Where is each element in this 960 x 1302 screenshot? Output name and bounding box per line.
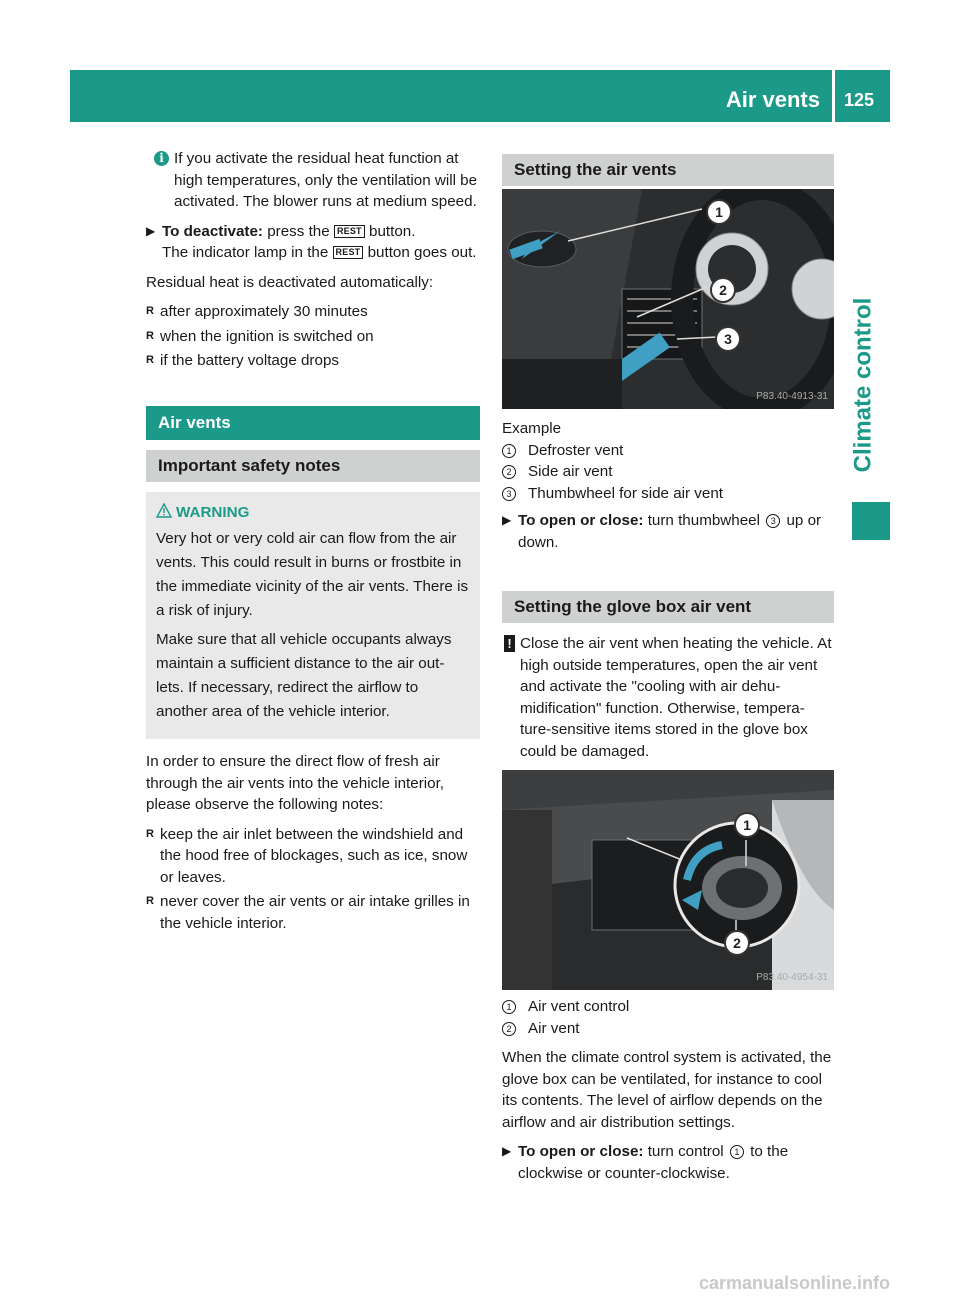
open-close-pre: turn control	[647, 1143, 724, 1160]
legend-text: Air vent	[528, 1019, 580, 1037]
inline-number: 3	[766, 514, 780, 528]
info-icon: i	[154, 151, 169, 166]
open-close-step-1	[502, 510, 834, 553]
glovebox-illustration	[502, 770, 834, 990]
notice-text: Close the air vent when heating the vehicle. At high outside temperatures, open the air vent and activate the "cooling with air dehu-midification" function. Otherwise, tempera-ture-sensitive items stored in the glove box could be damaged.	[520, 635, 832, 760]
open-close-pre: turn thumbwheel	[647, 512, 760, 529]
legend-list	[502, 996, 834, 1039]
section-heading-setting-vents: Setting the air vents	[502, 154, 834, 186]
warning-p2: Make sure that all vehicle occupants always maintain a sufficient distance to the air out-lets. If necessary, redirect the airflow to another area of the vehicle interior.	[156, 631, 452, 720]
legend-number: 1	[502, 444, 516, 458]
notice-icon: !	[504, 635, 515, 652]
glovebox-text: When the climate control system is activated, the glove box can be ventilated, for instance to cool its contents. The level of airflow depends on the airflow and air distribution settings.	[502, 1049, 832, 1131]
left-column	[146, 148, 480, 942]
notice	[502, 633, 834, 762]
list-item-text: R never cover the air vents or air intake grilles in the vehicle interior.	[160, 893, 470, 932]
legend-text: Air vent control	[528, 998, 630, 1015]
legend-list	[502, 440, 834, 505]
legend-number: 3	[502, 487, 516, 501]
list-item	[146, 891, 480, 934]
callout-2: 2	[710, 277, 736, 303]
info-note	[146, 148, 480, 213]
warning-p1: Very hot or very cold air can flow from the air vents. This could result in burns or frostbite in the immediate vicinity of the air vents. There is a risk of injury.	[156, 530, 469, 619]
legend-text: Thumbwheel for side air vent	[528, 484, 723, 502]
legend-item	[502, 483, 834, 505]
rest-button-icon: REST	[333, 246, 364, 259]
chapter-tab-marker	[852, 502, 890, 540]
photo-code: P83.40-4913-31	[756, 390, 828, 402]
list-item-text: R if the battery voltage drops	[160, 352, 339, 369]
callout-1: 1	[734, 812, 760, 838]
open-close-label: To open or close:	[518, 512, 644, 529]
deactivate-label: To deactivate:	[162, 222, 263, 240]
photo-code: P83.40-4954-31	[756, 971, 828, 983]
list-item	[146, 824, 480, 889]
glovebox-vent-photo	[502, 770, 834, 990]
warning-icon	[156, 503, 172, 518]
action-arrow-icon: ▶	[146, 223, 156, 238]
indicator-post: button goes out.	[367, 244, 477, 261]
legend-text: Side air vent	[528, 463, 613, 480]
legend-number: 1	[502, 1000, 516, 1014]
page-number: 125	[844, 90, 875, 110]
deactivate-step	[146, 221, 480, 264]
header-divider	[832, 70, 835, 122]
list-item-text: R keep the air inlet between the windshield and the hood free of blockages, such as ice, snow or leaves.	[160, 826, 467, 886]
callout-3: 3	[715, 326, 741, 352]
right-column	[502, 154, 834, 1192]
header-bar	[70, 70, 890, 122]
section-heading-glovebox: Setting the glove box air vent	[502, 591, 834, 623]
callout-2: 2	[724, 930, 750, 956]
page-title: Air vents	[725, 87, 820, 112]
fresh-air-list	[146, 824, 480, 935]
open-close-text-1	[518, 510, 834, 553]
info-text: If you activate the residual heat function at high temperatures, only the ventilation will be activated. The blower runs at medium speed.	[174, 150, 478, 210]
legend-text: Defroster vent	[528, 441, 624, 459]
warning-title-text: WARNING	[176, 503, 250, 521]
legend-number: 2	[502, 1022, 516, 1036]
legend-number: 2	[502, 465, 516, 479]
indicator-pre: The indicator lamp in the	[162, 244, 329, 261]
rest-button-icon: REST	[334, 225, 365, 238]
deactivate-text	[162, 221, 480, 264]
dashboard-illustration	[502, 189, 834, 409]
chapter-tab-label: Climate control	[849, 297, 877, 473]
legend-item	[502, 461, 834, 483]
callout-1: 1	[706, 199, 732, 225]
action-arrow-icon: ▶	[502, 1144, 512, 1158]
legend-item	[502, 996, 834, 1018]
legend-item	[502, 1018, 834, 1040]
dashboard-vent-photo	[502, 189, 834, 409]
deactivate-pre: press the	[267, 222, 330, 240]
section-heading-air-vents: Air vents	[146, 406, 480, 440]
deactivate-post: button.	[369, 222, 416, 240]
warning-title	[156, 502, 470, 524]
action-arrow-icon: ▶	[502, 513, 512, 527]
open-close-post: to the clockwise or counter-clockwise.	[518, 1143, 789, 1182]
list-item-text: R when the ignition is switched on	[160, 328, 374, 345]
list-item	[146, 350, 480, 372]
chapter-tab	[843, 290, 883, 480]
inline-number: 1	[730, 1145, 744, 1159]
open-close-step-2	[502, 1141, 834, 1184]
residual-list	[146, 301, 480, 372]
warning-box	[146, 492, 480, 740]
open-close-text-2	[518, 1141, 834, 1184]
legend-item	[502, 440, 834, 462]
list-item	[146, 326, 480, 348]
open-close-post: up or down.	[518, 512, 822, 551]
watermark: carmanualsonline.info	[698, 1272, 890, 1293]
section-heading-safety: Important safety notes	[146, 450, 480, 482]
residual-intro: Residual heat is deactivated automatically:	[146, 273, 434, 291]
example-label: Example	[502, 420, 562, 437]
list-item-text: R after approximately 30 minutes	[160, 303, 368, 320]
fresh-air-intro: In order to ensure the direct flow of fresh air through the air vents into the vehicle interior, please observe the following notes:	[146, 753, 445, 813]
list-item	[146, 301, 480, 323]
open-close-label: To open or close:	[518, 1143, 644, 1160]
